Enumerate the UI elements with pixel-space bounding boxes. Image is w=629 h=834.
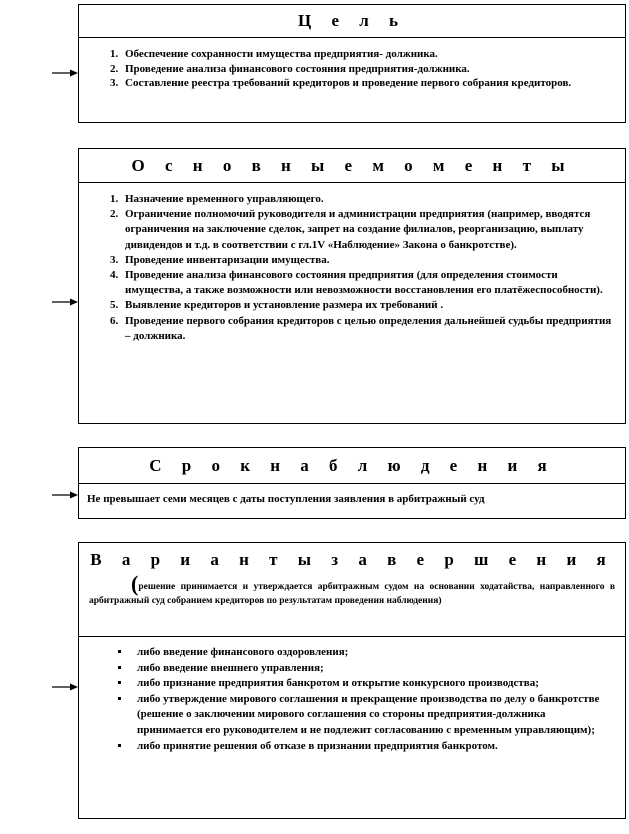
goal-item: 1. Обеспечение сохранности имущества предприятия- должника. — [121, 47, 617, 62]
completion-option-item: ▪ либо утверждение мирового соглашения и прекращение производства по делу о банкротстве (решение о заключении мирового соглашения со стороны предприятия-должника принимается его руководителем и не подлежит согласованию с временным управляющим); — [131, 692, 609, 739]
key-points-box — [78, 148, 626, 424]
term-text: Не превышает семи месяцев с даты поступления заявления в арбитражный суд — [87, 493, 485, 505]
key-points-body — [79, 183, 625, 344]
completion-box — [78, 542, 626, 819]
goal-list — [79, 47, 617, 91]
key-points-arrow-icon — [52, 297, 78, 307]
key-point-item: 2. Ограничение полномочий руководителя и администрации предприятия (например, вводятся ограничения на заключение сделок, запрет на создание филиалов, реорганизацию, выплату дивидендов и т.д. в соответствии с гл.1V «Наблюдение» Закона о банкротстве). — [121, 207, 615, 253]
completion-note — [89, 571, 615, 608]
goal-item: 3. Составление реестра требований кредиторов и проведение первого собрания кредиторов. — [121, 76, 617, 91]
term-box — [78, 447, 626, 519]
completion-option-item: ▪ либо введение финансового оздоровления; — [131, 645, 609, 661]
goal-body — [79, 38, 625, 91]
completion-option-item: ▪ либо принятие решения об отказе в признании предприятия банкротом. — [131, 739, 609, 755]
key-point-item: 6. Проведение первого собрания кредиторов с целью определения дальнейшей судьбы предприятия – должника. — [121, 314, 615, 344]
key-point-item: 1. Назначение временного управляющего. — [121, 192, 615, 207]
completion-option-item: ▪ либо введение внешнего управления; — [131, 661, 609, 677]
completion-option-item: ▪ либо признание предприятия банкротом и открытие конкурсного производства; — [131, 676, 609, 692]
completion-arrow-icon — [52, 682, 78, 692]
completion-note-paren: ( — [131, 571, 139, 596]
key-points-list — [79, 192, 615, 344]
key-point-item: 5. Выявление кредиторов и установление размера их требований . — [121, 298, 615, 313]
goal-box — [78, 4, 626, 123]
completion-note-text: решение принимается и утверждается арбитражным судом на основании ходатайства, направленного в арбитражный суд собранием кредиторов по результатам проведения наблюдения) — [89, 582, 615, 606]
term-title: С р о к н а б л ю д е н и я — [79, 448, 625, 484]
term-arrow-icon — [52, 490, 78, 500]
completion-body — [79, 637, 625, 754]
goal-arrow-icon — [52, 68, 78, 78]
key-point-item: 3. Проведение инвентаризации имущества. — [121, 253, 615, 268]
key-points-title: О с н о в н ы е м о м е н т ы — [79, 149, 625, 183]
completion-list — [79, 645, 609, 754]
completion-title: В а р и а н т ы з а в е р ш е н и я — [90, 550, 614, 569]
key-point-item: 4. Проведение анализа финансового состояния предприятия (для определения стоимости имущества, а также возможности или невозможности восстановления его платёжеспособности). — [121, 268, 615, 298]
goal-item: 2. Проведение анализа финансового состояния предприятия-должника. — [121, 62, 617, 77]
goal-title: Ц е л ь — [79, 5, 625, 38]
completion-head — [79, 543, 625, 637]
